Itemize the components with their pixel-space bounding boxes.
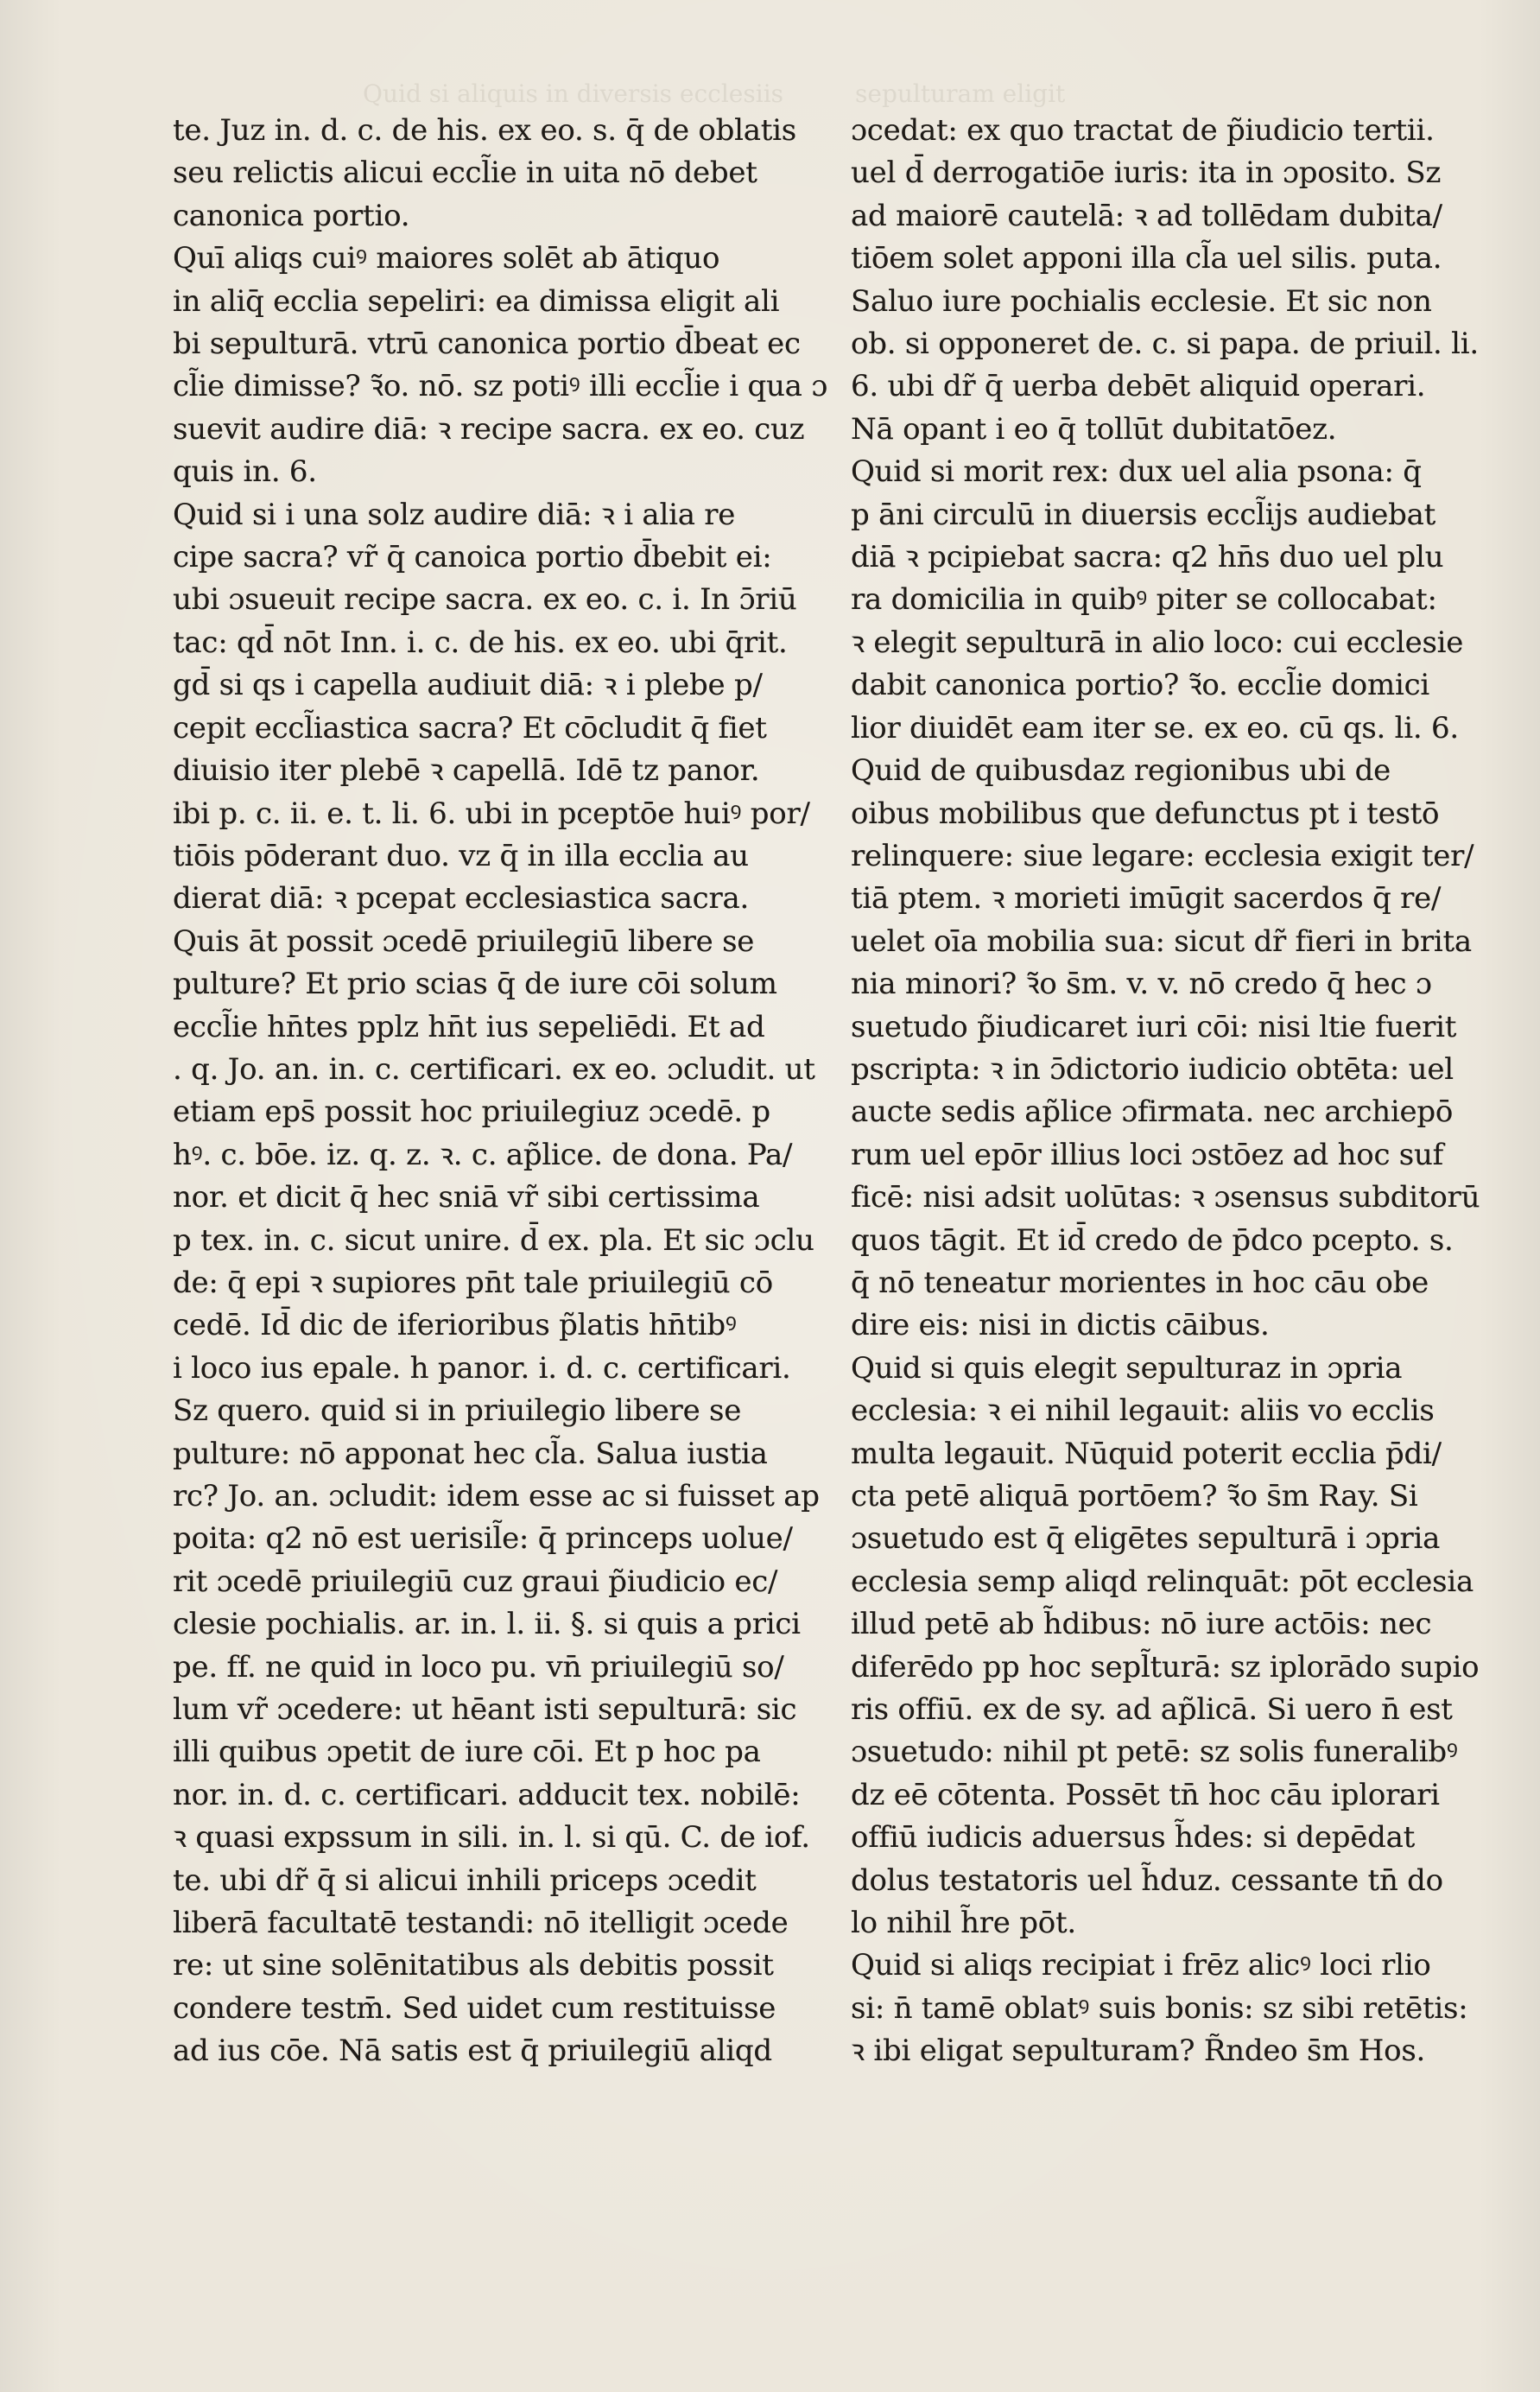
text-line: quis in. 6. [173, 454, 317, 490]
text-line: seu relictis alicui eccl̃ie in uita nō debet [173, 155, 757, 191]
text-line: Sz quero. quid si in priuilegio libere se [173, 1393, 742, 1429]
text-line: quos tāgit. Et id̄ credo de p̄dco pcepto. s. [851, 1222, 1454, 1258]
text-line: ɔsuetudo est q̄ eligētes sepulturā i ɔpria [851, 1521, 1441, 1557]
paragraph [851, 1945, 1507, 2072]
text-line: suetudo p̃iudicaret iuri cōi: nisi ltie fuerit [851, 1009, 1457, 1044]
text-line: ris offiū. ex de sy. ad ap̃licā. Si uero n̄ est [851, 1692, 1453, 1728]
text-line: Quid si quis elegit sepulturaz in ɔpria [851, 1350, 1403, 1386]
text-line: pe. ff. ne quid in loco pu. vn̄ priuilegiū so/ [173, 1649, 784, 1685]
text-line: si: n̄ tamē oblatꝰ suis bonis: sz sibi retētis: [851, 1990, 1468, 2026]
paragraph [173, 921, 829, 1390]
paragraph [173, 494, 829, 921]
text-line: ꝛ quasi expssum in sili. in. l. si qū. C. de iof. [173, 1820, 810, 1856]
text-line: ꝛ ibi eligat sepulturam? R̃ndeo s̄m Hos. [851, 2034, 1426, 2069]
text-line: ɔcedat: ex quo tractat de p̃iudicio tertii. [851, 113, 1435, 148]
text-line: ob. si opponeret de. c. si papa. de priuil. li. [851, 327, 1479, 362]
text-line: rit ɔcedē priuilegiū cuz graui p̃iudicio ec/ [173, 1564, 778, 1599]
text-line: nor. in. d. c. certificari. adducit tex. nobilē: [173, 1777, 801, 1812]
text-line: pulture? Et prio scias q̄ de iure cōi solum [173, 967, 777, 1002]
text-line: dabit canonica portio? ꝛ̃o. eccl̃ie domici [851, 668, 1429, 703]
text-line: tac: qd̄ nōt Inn. i. c. de his. ex eo. ubi q̄rit. [173, 625, 788, 660]
text-line: Quid de quibusdaz regionibus ubi de [851, 753, 1391, 789]
text-line: clesie pochialis. ar. in. l. ii. §. si quis a prici [173, 1607, 801, 1642]
text-line: liberā facultatē testandi: nō itelligit ɔcede [173, 1906, 789, 1941]
text-line: condere testm̄. Sed uidet cum restituisse [173, 1990, 776, 2026]
text-line: nor. et dicit q̄ hec sniā vr̃ sibi certissima [173, 1180, 760, 1215]
text-line: uel d̄ derrogatiōe iuris: ita in ɔposito. Sz [851, 155, 1442, 191]
text-line: de: q̄ epi ꝛ supiores pn̄t tale priuilegiū cō [173, 1265, 773, 1300]
text-line: Quī aliqs cuiꝰ maiores solēt ab ātiquo [173, 241, 720, 276]
text-line: dz eē cōtenta. Possēt tn̄ hoc cāu iplorari [851, 1777, 1440, 1812]
paragraph [173, 1390, 829, 2073]
text-line: poita: q2 nō est uerisil̃e: q̄ princeps uolue/ [173, 1521, 793, 1557]
text-line: pscripta: ꝛ in ɔ̄dictorio iudicio obtēta: uel [851, 1051, 1454, 1087]
text-line: offiū iudicis aduersus h̃des: si depēdat [851, 1820, 1416, 1856]
text-line: cl̃ie dimisse? ꝛ̃o. nō. sz potiꝰ illi eccl̃ie i qua ɔ [173, 369, 827, 404]
text-line: ficē: nisi adsit uolūtas: ꝛ ɔsensus subditorū [851, 1180, 1480, 1215]
text-line: diuisio iter plebē ꝛ capellā. Idē tz panor. [173, 753, 760, 789]
text-line: gd̄ si qs i capella audiuit diā: ꝛ i plebe p/ [173, 668, 763, 703]
text-line: pulture: nō apponat hec cl̃a. Salua iustia [173, 1436, 768, 1471]
text-line: illi quibus ɔpetit de iure cōi. Et p hoc pa [173, 1735, 761, 1770]
text-column-right [851, 110, 1507, 2073]
text-line: uelet oīa mobilia sua: sicut dr̃ fieri in brita [851, 923, 1472, 959]
text-line: illud petē ab h̃dibus: nō iure actōis: nec [851, 1607, 1432, 1642]
text-line: Quis āt possit ɔcedē priuilegiū libere se [173, 923, 755, 959]
bleed-through-left: Quid si aliquis in diversis ecclesiis [363, 79, 784, 108]
text-line: in aliq̄ ecclia sepeliri: ea dimissa eligit ali [173, 283, 780, 319]
text-line: ra domicilia in quibꝰ piter se collocabat: [851, 582, 1437, 618]
text-line: bi sepulturā. vtrū canonica portio d̄beat ec [173, 327, 801, 362]
text-line: etiam eps̄ possit hoc priuilegiuz ɔcedē. p [173, 1094, 770, 1130]
text-line: Quid si aliqs recipiat i frēz alicꝰ loci rlio [851, 1948, 1431, 1983]
text-line: ad ius cōe. Nā satis est q̄ priuilegiū aliqd [173, 2034, 772, 2069]
text-line: dire eis: nisi in dictis cāibus. [851, 1308, 1270, 1343]
text-line: aucte sedis ap̃lice ɔfirmata. nec archiepō [851, 1094, 1454, 1130]
text-line: ɔsuetudo: nihil pt petē: sz solis funeralibꝰ [851, 1735, 1458, 1770]
paragraph [851, 110, 1507, 451]
paragraph [851, 750, 1507, 1348]
text-line: Saluo iure pochialis ecclesie. Et sic non [851, 283, 1432, 319]
text-line: re: ut sine solēnitatibus als debitis possit [173, 1948, 774, 1983]
text-line: Quid si morit rex: dux uel alia psona: q̄ [851, 454, 1422, 490]
text-line: p āni circulū in diuersis eccl̃ijs audiebat [851, 497, 1436, 532]
text-line: tiōis pōderant duo. vz q̄ in illa ecclia au [173, 838, 749, 873]
text-line: cepit eccl̃iastica sacra? Et cōcludit q̄ fiet [173, 710, 767, 746]
text-line: Quid si i una solz audire diā: ꝛ i alia re [173, 497, 736, 532]
paragraph [851, 1348, 1507, 1945]
text-line: ubi ɔsueuit recipe sacra. ex eo. c. i. In ɔ̄riū [173, 582, 797, 618]
text-line: multa legauit. Nūquid poterit ecclia p̄di/ [851, 1436, 1442, 1471]
text-line: ibi p. c. ii. e. t. li. 6. ubi in pceptōe huiꝰ por/ [173, 796, 810, 831]
text-line: dierat diā: ꝛ pcepat ecclesiastica sacra. [173, 881, 750, 917]
text-line: relinquere: siue legare: ecclesia exigit ter/ [851, 838, 1474, 873]
text-line: cipe sacra? vr̃ q̄ canoica portio d̄bebit ei: [173, 540, 772, 575]
text-line: cta petē aliquā portōem? ꝛ̃o s̄m Ray. Si [851, 1479, 1418, 1513]
text-line: Nā opant i eo q̄ tollūt dubitatōez. [851, 411, 1337, 447]
text-line: rc? Jo. an. ɔcludit: idem esse ac si fuisset ap [173, 1479, 820, 1513]
text-line: ecclesia semp aliqd relinquāt: pōt ecclesia [851, 1564, 1473, 1599]
text-line: ecclesia: ꝛ ei nihil legauit: aliis vo ecclis [851, 1393, 1435, 1429]
text-line: 6. ubi dr̃ q̄ uerba debēt aliquid operari. [851, 369, 1426, 404]
text-line: . q. Jo. an. in. c. certificari. ex eo. ɔcludit. ut [173, 1051, 815, 1087]
text-line: suevit audire diā: ꝛ recipe sacra. ex eo. cuz [173, 411, 805, 447]
paragraph [173, 238, 829, 493]
text-line: q̄ nō teneatur morientes in hoc cāu obe [851, 1265, 1429, 1300]
text-line: tiā ptem. ꝛ morieti imūgit sacerdos q̄ re/ [851, 881, 1442, 917]
text-column-left [173, 110, 829, 2073]
text-line: lum vr̃ ɔcedere: ut hēant isti sepulturā: sic [173, 1692, 797, 1728]
text-line: oibus mobilibus que defunctus pt i testō [851, 796, 1440, 831]
text-line: dolus testatoris uel h̃duz. cessante tn̄ do [851, 1862, 1443, 1898]
paragraph [173, 110, 829, 238]
text-line: eccl̃ie hn̄tes pplz hn̄t ius sepeliēdi. Et ad [173, 1009, 765, 1044]
text-line: hꝰ. c. bōe. iz. q. z. ꝛ. c. ap̃lice. de dona. Pa/ [173, 1137, 793, 1172]
text-line: lior diuidēt eam iter se. ex eo. cū qs. li. 6. [851, 710, 1459, 746]
text-line: rum uel epōr illius loci ɔstōez ad hoc suf [851, 1137, 1443, 1172]
text-line: nia minori? ꝛ̃o s̄m. v. v. nō credo q̄ hec ɔ [851, 967, 1432, 1002]
text-line: cedē. Id̄ dic de iferioribus p̃latis hn̄tibꝰ [173, 1308, 737, 1343]
text-line: diā ꝛ pcipiebat sacra: q2 hn̄s duo uel plu [851, 540, 1444, 575]
text-line: te. Juz in. d. c. de his. ex eo. s. q̄ de oblatis [173, 113, 797, 148]
text-line: tiōem solet apponi illa cl̃a uel silis. puta. [851, 241, 1442, 276]
text-line: ad maiorē cautelā: ꝛ ad tollēdam dubita/ [851, 198, 1442, 233]
text-line: p tex. in. c. sicut unire. d̄ ex. pla. Et sic ɔclu [173, 1222, 814, 1258]
text-line: lo nihil h̃re pōt. [851, 1906, 1076, 1941]
text-line: canonica portio. [173, 198, 410, 233]
text-line: i loco ius epale. h panor. i. d. c. certificari. [173, 1350, 791, 1386]
bleed-through-right: sepulturam eligit [855, 79, 1066, 108]
text-line: te. ubi dr̃ q̄ si alicui inhili priceps ɔcedit [173, 1862, 757, 1898]
text-line: ꝛ elegit sepulturā in alio loco: cui ecclesie [851, 625, 1464, 660]
text-line: diferēdo pp hoc sepl̃turā: sz iplorādo supio [851, 1649, 1480, 1685]
paragraph [851, 451, 1507, 750]
